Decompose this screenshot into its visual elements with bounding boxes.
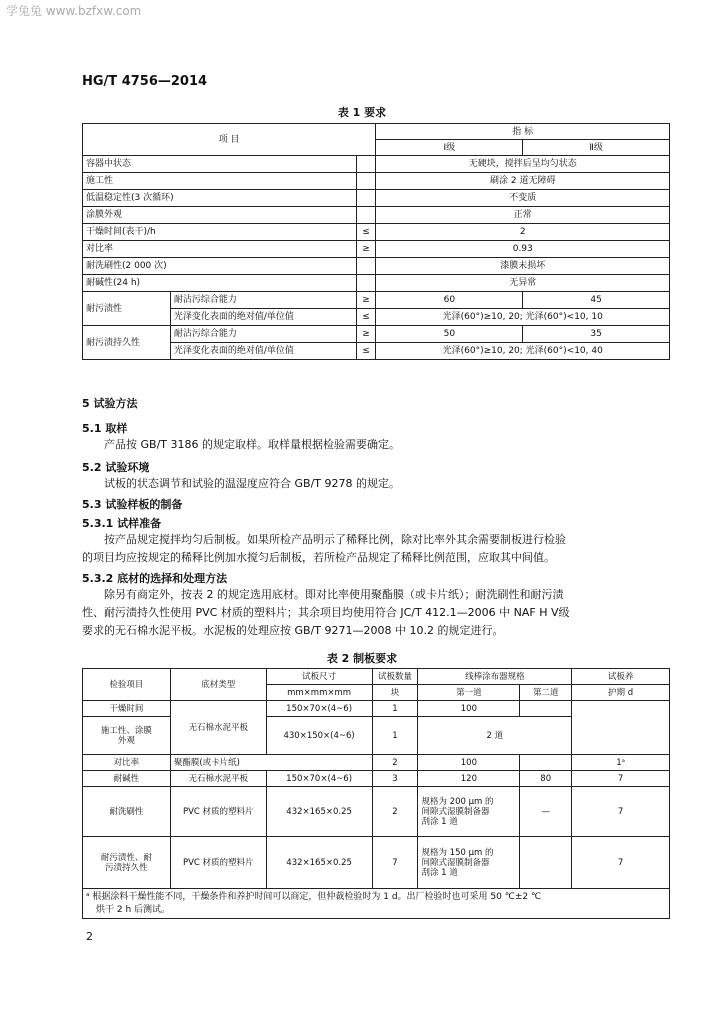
t1-row-name: 耐碱性(24 h) <box>83 275 357 292</box>
t1-stain-g1: 60 <box>376 292 523 309</box>
t1-row-value: 漆膜未损坏 <box>376 258 670 275</box>
t2-r3-cure: 1ᵃ <box>572 755 670 771</box>
t2-r5-size: 432×165×0.25 <box>266 787 372 837</box>
t1-head-index: 指 标 <box>376 124 670 140</box>
t2-r2-coat: 2 道 <box>418 717 572 755</box>
t2-r1-item: 干燥时间 <box>83 701 171 717</box>
section-5-3-2-text-line3: 要求的无石棉水泥平板。水泥板的处理应按 GB/T 9271—2008 中 10.2 的规定进行。 <box>82 624 504 637</box>
t1-row-value: 无硬块，搅拌后呈均匀状态 <box>376 156 670 173</box>
t1-dur-name: 耐污渍持久性 <box>83 326 171 360</box>
t2-r5-coat2: — <box>520 787 572 837</box>
t1-row-value: 刷涂 2 道无障碍 <box>376 173 670 190</box>
t2-r5-cure: 7 <box>572 787 670 837</box>
t1-row-sym <box>356 207 376 224</box>
t1-row-value: 0.93 <box>376 241 670 258</box>
section-5-3-2-text-line1: 除另有商定外，按表 2 的规定选用底材。即对比率使用聚酯膜（或卡片纸）；耐洗刷性和耐污渍 <box>104 588 564 601</box>
t2-r6-item: 耐污渍性、耐 污渍持久性 <box>83 837 171 889</box>
t2-head-cure: 试板养 <box>572 669 670 685</box>
t2-r4-count: 3 <box>372 771 418 787</box>
t1-dur-sub2: 光泽变化表面的绝对值/单位值 <box>170 343 356 360</box>
t1-dur-sym1: ≥ <box>356 326 376 343</box>
t1-row-value: 不变质 <box>376 190 670 207</box>
t2-r4-item: 耐碱性 <box>83 771 171 787</box>
t1-head-grade2: Ⅱ级 <box>523 140 670 156</box>
t2-r2-count: 1 <box>372 717 418 755</box>
t1-row-sym <box>356 258 376 275</box>
t2-r5-count: 2 <box>372 787 418 837</box>
t1-row-value: 无异常 <box>376 275 670 292</box>
section-5-3-2-text-line2: 性、耐污渍持久性使用 PVC 材质的塑料片；其余项目均使用符合 JC/T 412.1—2006 中 NAF H Ⅴ级 <box>82 606 570 619</box>
t1-row-value: 正常 <box>376 207 670 224</box>
t1-stain-val2: 光泽(60°)≥10, 20; 光泽(60°)<10, 10 <box>376 309 670 326</box>
t1-row-name: 涂膜外观 <box>83 207 357 224</box>
t2-head-count: 试板数量 <box>372 669 418 685</box>
t1-head-item: 项 目 <box>83 124 376 156</box>
t1-dur-val2: 光泽(60°)≥10, 20; 光泽(60°)<10, 40 <box>376 343 670 360</box>
t1-dur-g2: 35 <box>523 326 670 343</box>
t1-stain-g2: 45 <box>523 292 670 309</box>
t2-r3-count: 2 <box>372 755 418 771</box>
t2-r2-size: 430×150×(4~6) <box>266 717 372 755</box>
t1-row-name: 对比率 <box>83 241 357 258</box>
t1-stain-sub2: 光泽变化表面的绝对值/单位值 <box>170 309 356 326</box>
standard-code: HG/T 4756—2014 <box>82 74 208 89</box>
t1-row-sym <box>356 275 376 292</box>
t1-row-sym <box>356 190 376 207</box>
table2 <box>82 668 670 919</box>
t2-r3-coat1: 100 <box>418 755 520 771</box>
t1-stain-sym2: ≤ <box>356 309 376 326</box>
t2-head-count-unit: 块 <box>372 685 418 701</box>
t2-r6-count: 7 <box>372 837 418 889</box>
t2-r5-item: 耐洗刷性 <box>83 787 171 837</box>
t2-r1-size: 150×70×(4~6) <box>266 701 372 717</box>
t2-r4-size: 150×70×(4~6) <box>266 771 372 787</box>
section-5-3-2-heading: 5.3.2 底材的选择和处理方法 <box>82 572 228 585</box>
t2-head-cure-unit: 护期 d <box>572 685 670 701</box>
t2-r3-coat2 <box>520 755 572 771</box>
t2-head-size-unit: mm×mm×mm <box>266 685 372 701</box>
t2-r2-item: 施工性、涂膜 外观 <box>83 717 171 755</box>
t1-stain-sub1: 耐沾污综合能力 <box>170 292 356 309</box>
t2-head-coat1: 第一道 <box>418 685 520 701</box>
section-5-1-heading: 5.1 取样 <box>82 422 128 435</box>
table2-caption: 表 2 制板要求 <box>326 652 398 665</box>
t1-row-name: 干燥时间(表干)/h <box>83 224 357 241</box>
section-5-3-1-heading: 5.3.1 试样准备 <box>82 517 162 530</box>
t1-row-name: 容器中状态 <box>83 156 357 173</box>
section-5-heading: 5 试验方法 <box>82 397 138 410</box>
t1-row-sym: ≤ <box>356 224 376 241</box>
t1-row-sym: ≥ <box>356 241 376 258</box>
t2-r1-count: 1 <box>372 701 418 717</box>
t2-r5-coat1: 规格为 200 μm 的 间隙式湿膜制备器 刮涂 1 道 <box>418 787 520 837</box>
t2-r6-cure: 7 <box>572 837 670 889</box>
table1-caption: 表 1 要求 <box>337 106 387 119</box>
t2-r4-cure: 7 <box>572 771 670 787</box>
t2-head-coat2: 第二道 <box>520 685 572 701</box>
t1-row-name: 施工性 <box>83 173 357 190</box>
section-5-3-1-text-line1: 按产品规定搅拌均匀后制板。如果所检产品明示了稀释比例，除对比率外其余需要制板进行检验 <box>104 533 566 546</box>
page-number: 2 <box>86 930 93 943</box>
t1-dur-g1: 50 <box>376 326 523 343</box>
t1-row-name: 低温稳定性(3 次循环) <box>83 190 357 207</box>
table1 <box>82 123 670 360</box>
t2-substrate-cement: 无石棉水泥平板 <box>170 701 266 755</box>
t1-row-sym <box>356 156 376 173</box>
t2-r4-coat2: 80 <box>520 771 572 787</box>
section-5-1-text: 产品按 GB/T 3186 的规定取样。取样量根据检验需要确定。 <box>104 438 400 451</box>
t1-dur-sym2: ≤ <box>356 343 376 360</box>
t2-footnote: ᵃ 根据涂料干燥性能不同，干燥条件和养护时间可以商定，但仲裁检验时为 1 d。出厂检验时也可采用 50 ℃±2 ℃ 烘干 2 h 后测试。 <box>83 889 670 919</box>
t1-stain-sym1: ≥ <box>356 292 376 309</box>
t2-head-coater: 线棒涂布器规格 <box>418 669 572 685</box>
t2-r6-coat1: 规格为 150 μm 的 间隙式湿膜制备器 刮涂 1 道 <box>418 837 520 889</box>
t2-r6-substrate: PVC 材质的塑料片 <box>170 837 266 889</box>
t2-r4-substrate: 无石棉水泥平板 <box>170 771 266 787</box>
section-5-3-1-text-line2: 的项目均应按规定的稀释比例加水搅匀后制板，若所检产品规定了稀释比例范围，应取其中间值。 <box>82 551 555 564</box>
t1-row-value: 2 <box>376 224 670 241</box>
t2-r1-cure <box>572 701 670 755</box>
section-5-2-text: 试板的状态调节和试验的温湿度应符合 GB/T 9278 的规定。 <box>104 477 400 490</box>
t2-r3-substrate: 聚酯膜(或卡片纸) <box>170 755 372 771</box>
t2-r5-substrate: PVC 材质的塑料片 <box>170 787 266 837</box>
t2-r6-coat2 <box>520 837 572 889</box>
section-5-2-heading: 5.2 试验环境 <box>82 461 150 474</box>
t1-row-sym <box>356 173 376 190</box>
t2-r1-coat2 <box>520 701 572 717</box>
t1-head-grade1: Ⅰ级 <box>376 140 523 156</box>
t2-r1-coat1: 100 <box>418 701 520 717</box>
t1-row-name: 耐洗刷性(2 000 次) <box>83 258 357 275</box>
t1-dur-sub1: 耐沾污综合能力 <box>170 326 356 343</box>
t2-head-size: 试板尺寸 <box>266 669 372 685</box>
t2-r6-size: 432×165×0.25 <box>266 837 372 889</box>
t2-head-substrate: 底材类型 <box>170 669 266 701</box>
t1-stain-name: 耐污渍性 <box>83 292 171 326</box>
section-5-3-heading: 5.3 试验样板的制备 <box>82 498 183 511</box>
watermark: 学兔兔 www.bzfxw.com <box>6 4 142 18</box>
t2-r4-coat1: 120 <box>418 771 520 787</box>
t2-r3-item: 对比率 <box>83 755 171 771</box>
t2-head-item: 检验项目 <box>83 669 171 701</box>
